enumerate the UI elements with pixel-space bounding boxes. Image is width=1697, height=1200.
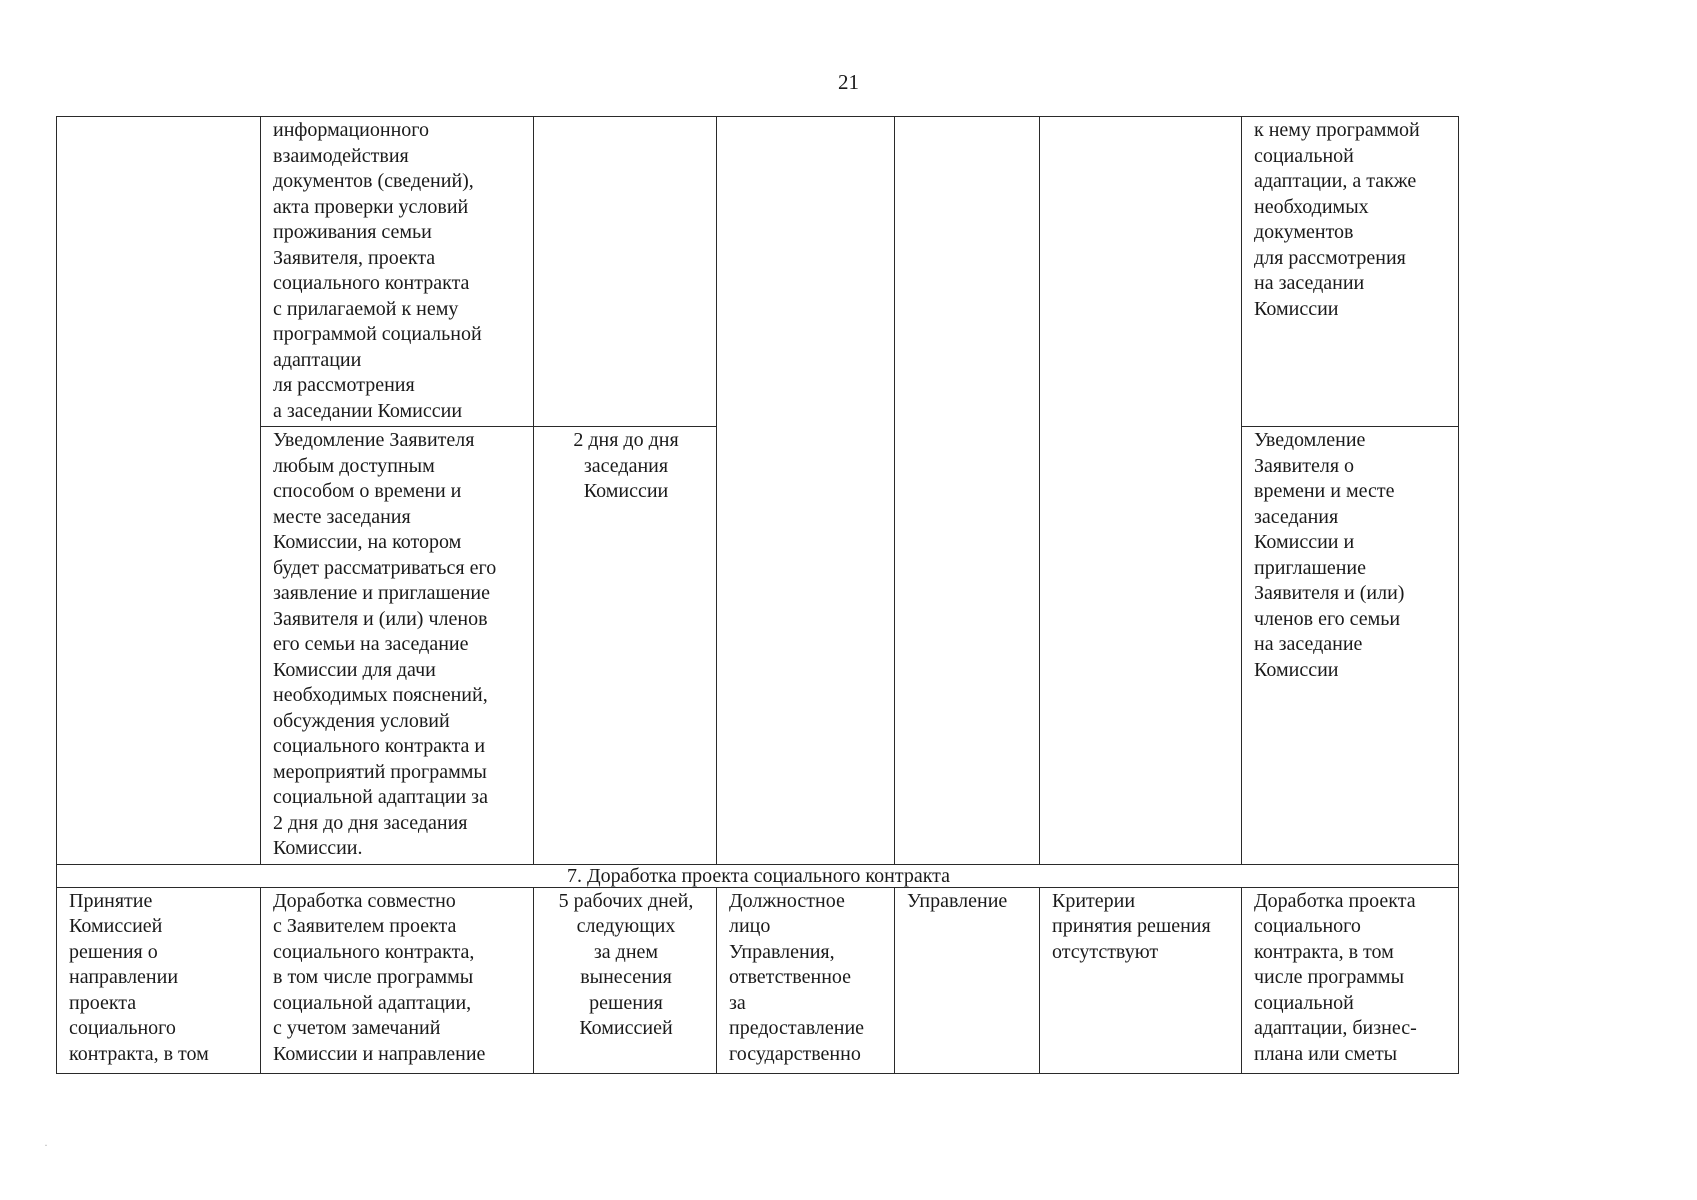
table-row	[57, 117, 1459, 427]
table-cell-basis: Принятие Комиссией решения о направлении проекта социального контракта, в том	[57, 887, 261, 1073]
table-cell-result: Доработка проекта социального контракта, в том числе программы социальной адаптации, бизнес- плана или сметы	[1242, 887, 1459, 1073]
table-cell-empty	[717, 117, 895, 865]
table-cell-empty	[57, 117, 261, 865]
table-cell-term: 5 рабочих дней, следующих за днем вынесения решения Комиссией	[534, 887, 717, 1073]
table-cell-empty	[534, 117, 717, 427]
section-title: 7. Доработка проекта социального контракта	[57, 864, 1459, 887]
table-cell-empty	[1040, 117, 1242, 865]
table-row	[57, 887, 1459, 1073]
section-header-row	[57, 864, 1459, 887]
page-number: 21	[838, 70, 859, 94]
table-cell-criteria: Критерии принятия решения отсутствуют	[1040, 887, 1242, 1073]
table-cell-action: Уведомление Заявителя любым доступным способом о времени и месте заседания Комиссии, на котором будет рассматриваться его заявление и приглашение Заявителя и (или) членов его семьи на заседание Комиссии для дачи необходимых пояснений, обсуждения условий социального контракта и мероприятий программы социальной адаптации за 2 дня до дня заседания Комиссии.	[261, 427, 534, 865]
table-cell-action: Доработка совместно с Заявителем проекта социального контракта, в том числе программы социальной адаптации, с учетом замечаний Комиссии и направление	[261, 887, 534, 1073]
table-cell-responsible: Должностное лицо Управления, ответственное за предоставление государственно	[717, 887, 895, 1073]
scan-speck: ·	[44, 1138, 48, 1152]
table-cell-action: информационного взаимодействия документов (сведений), акта проверки условий проживания семьи Заявителя, проекта социального контракта с прилагаемой к нему программой социальной адаптации ля рассмотрения а заседании Комиссии	[261, 117, 534, 427]
table-cell-result: к нему программой социальной адаптации, а также необходимых документов для рассмотрения на заседании Комиссии	[1242, 117, 1459, 427]
table-cell-place: Управление	[895, 887, 1040, 1073]
table-cell-result: Уведомление Заявителя о времени и месте заседания Комиссии и приглашение Заявителя и (или) членов его семьи на заседание Комиссии	[1242, 427, 1459, 865]
table-cell-term: 2 дня до дня заседания Комиссии	[534, 427, 717, 865]
procedure-table	[56, 116, 1459, 1074]
table-cell-empty	[895, 117, 1040, 865]
